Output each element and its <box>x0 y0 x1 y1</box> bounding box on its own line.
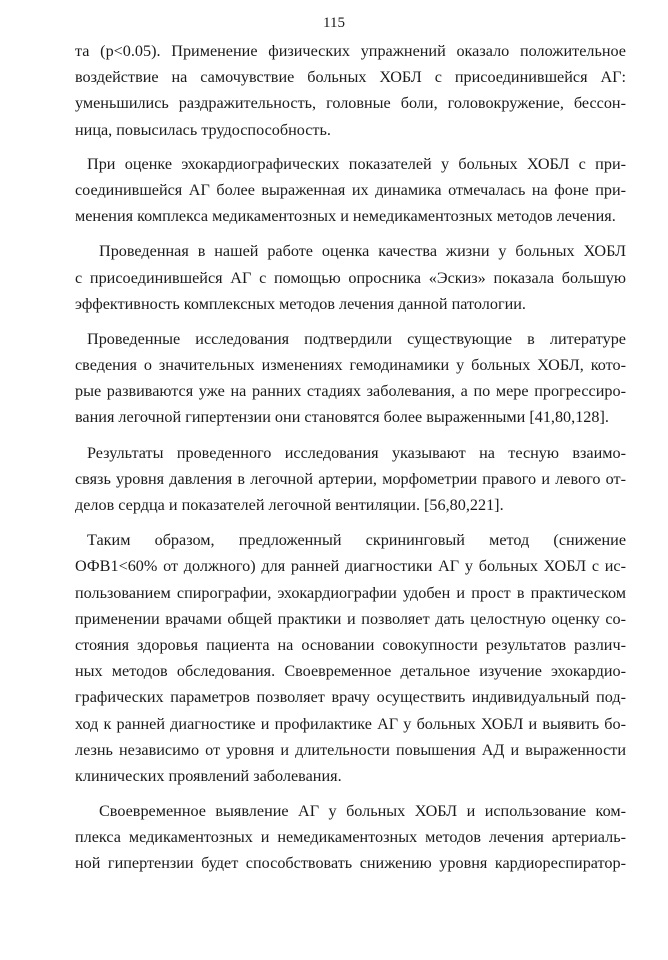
text-line: ной гипертензии будет способствовать снижению уровня кардиореспиратор- <box>75 854 626 873</box>
text-line: лезнь независимо от уровня и длительности повышения АД и выраженности <box>75 740 626 759</box>
paragraph-4 <box>75 326 626 431</box>
text-line: ных методов обследования. Своевременное детальное изучение эхокардио- <box>75 662 626 681</box>
text-line: эффективность комплексных методов лечения данной патологии. <box>75 294 526 313</box>
paragraph-7 <box>75 798 626 877</box>
text-line: делов сердца и показателей легочной вентиляции. [56,80,221]. <box>75 496 504 514</box>
paragraph-3 <box>75 238 626 317</box>
paragraph-5 <box>75 440 626 519</box>
text-line: менения комплекса медикаментозных и немедикаментозных методов лечения. <box>75 207 616 226</box>
page-number: 115 <box>323 15 345 31</box>
text-line: применении врачами общей практики и позволяет дать целостную оценку со- <box>75 609 626 628</box>
text-line: ОФВ1<60% от должного) для ранней диагностики АГ у больных ХОБЛ с ис- <box>75 557 626 576</box>
text-line: Проведенные исследования подтвердили существующие в литературе <box>87 329 626 348</box>
text-line: ход к ранней диагностике и профилактике АГ у больных ХОБЛ и выявить бо- <box>75 714 626 733</box>
text-line: Таким образом, предложенный скрининговый метод (снижение <box>87 531 626 550</box>
text-line: пользованием спирографии, эхокардиографии удобен и прост в практическом <box>75 583 626 602</box>
paragraph-6 <box>75 527 626 789</box>
text-line: та (р<0.05). Применение физических упражнений оказало положительное <box>75 42 626 60</box>
paragraph-1 <box>75 38 626 143</box>
text-line: Проведенная в нашей работе оценка качества жизни у больных ХОБЛ <box>99 242 626 261</box>
text-line: связь уровня давления в легочной артерии, морфометрии правого и левого от- <box>75 469 626 488</box>
text-line: При оценке эхокардиографических показателей у больных ХОБЛ с при- <box>87 154 626 173</box>
text-line: клинических проявлений заболевания. <box>75 766 342 785</box>
paragraph-2 <box>75 151 626 230</box>
text-line: соединившейся АГ более выраженная их динамика отмечалась на фоне при- <box>75 180 626 199</box>
text-line: вания легочной гипертензии они становятся более выраженными [41,80,128]. <box>75 408 609 427</box>
text-line: воздействие на самочувствие больных ХОБЛ с присоединившейся АГ: <box>75 68 626 87</box>
text-line: уменьшились раздражительность, головные боли, головокружение, бессон- <box>75 94 626 113</box>
text-line: сведения о значительных изменениях гемодинамики у больных ХОБЛ, кото- <box>75 356 626 375</box>
body-text <box>75 38 626 877</box>
text-line: Своевременное выявление АГ у больных ХОБЛ и использование ком- <box>99 802 626 821</box>
text-line: ница, повысилась трудоспособность. <box>75 120 331 139</box>
text-line: плекса медикаментозных и немедикаментозных методов лечения артериаль- <box>75 828 626 847</box>
text-line: Результаты проведенного исследования указывают на тесную взаимо- <box>87 443 626 462</box>
text-line: стояния здоровья пациента на основании совокупности результатов различ- <box>75 635 626 654</box>
text-line: с присоединившейся АГ с помощью опросника «Эскиз» показала большую <box>75 268 626 287</box>
text-line: рые развиваются уже на ранних стадиях заболевания, а по мере прогрессиро- <box>75 382 626 401</box>
text-line: графических параметров позволяет врачу осуществить индивидуальный под- <box>75 688 626 707</box>
